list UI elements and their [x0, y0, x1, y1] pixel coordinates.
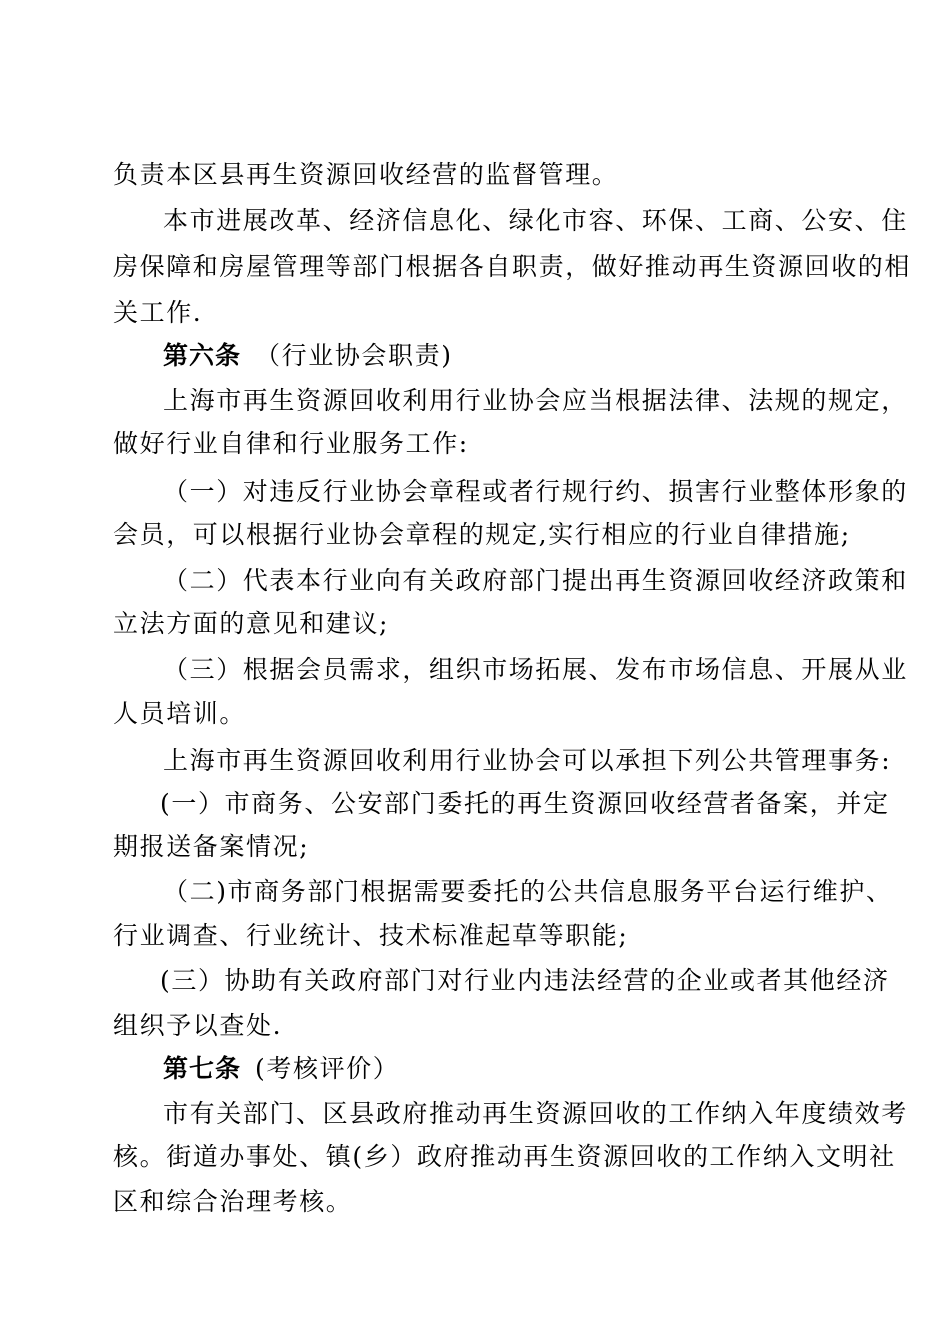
article-7-heading	[163, 1053, 843, 1085]
list-item-line: (三）协助有关政府部门对行业内违法经营的企业或者其他经济	[160, 966, 890, 995]
list-item-line: （二）代表本行业向有关政府部门提出再生资源回收经济政策和	[163, 566, 908, 595]
paragraph-line: 关工作.	[113, 298, 203, 327]
list-item-line: (一）市商务、公安部门委托的再生资源回收经营者备案，并定	[160, 789, 890, 818]
paragraph-line: 立法方面的意见和建议;	[113, 609, 390, 638]
paragraph-line: 本市进展改革、经济信息化、绿化市容、环保、工商、公安、住	[163, 206, 908, 235]
list-item-line: （二)市商务部门根据需要委托的公共信息服务平台运行维护、	[163, 877, 893, 906]
paragraph-line: 会员，可以根据行业协会章程的规定,实行相应的行业自律措施;	[113, 520, 851, 549]
paragraph-line: 做好行业自律和行业服务工作:	[113, 429, 469, 458]
paragraph-line: 人员培训。	[113, 699, 247, 728]
article-6-title: 第六条	[163, 341, 242, 370]
list-item-line: （一）对违反行业协会章程或者行规行约、损害行业整体形象的	[163, 477, 908, 506]
paragraph-line: 市有关部门、区县政府推动再生资源回收的工作纳入年度绩效考	[163, 1099, 908, 1128]
paragraph-line: 行业调查、行业统计、技术标准起草等职能;	[113, 921, 629, 950]
list-item-line: （三）根据会员需求，组织市场拓展、发布市场信息、开展从业	[163, 655, 908, 684]
paragraph-line: 房保障和房屋管理等部门根据各自职责，做好推动再生资源回收的相	[113, 252, 912, 281]
article-7-subtitle: (考核评价）	[255, 1054, 400, 1083]
paragraph-line: 上海市再生资源回收利用行业协会应当根据法律、法规的规定，	[163, 386, 908, 415]
paragraph-line: 上海市再生资源回收利用行业协会可以承担下列公共管理事务:	[163, 746, 892, 775]
article-7-title: 第七条	[163, 1054, 242, 1083]
paragraph-line: 组织予以查处.	[113, 1011, 283, 1040]
article-6-subtitle: （行业协会职责)	[255, 341, 453, 370]
paragraph-line: 期报送备案情况;	[113, 832, 310, 861]
paragraph-line: 区和综合治理考核。	[113, 1187, 353, 1216]
paragraph-line: 核。街道办事处、镇(乡）政府推动再生资源回收的工作纳入文明社	[113, 1142, 896, 1171]
article-6-heading	[163, 340, 843, 372]
paragraph-line: 负责本区县再生资源回收经营的监督管理。	[113, 160, 619, 189]
